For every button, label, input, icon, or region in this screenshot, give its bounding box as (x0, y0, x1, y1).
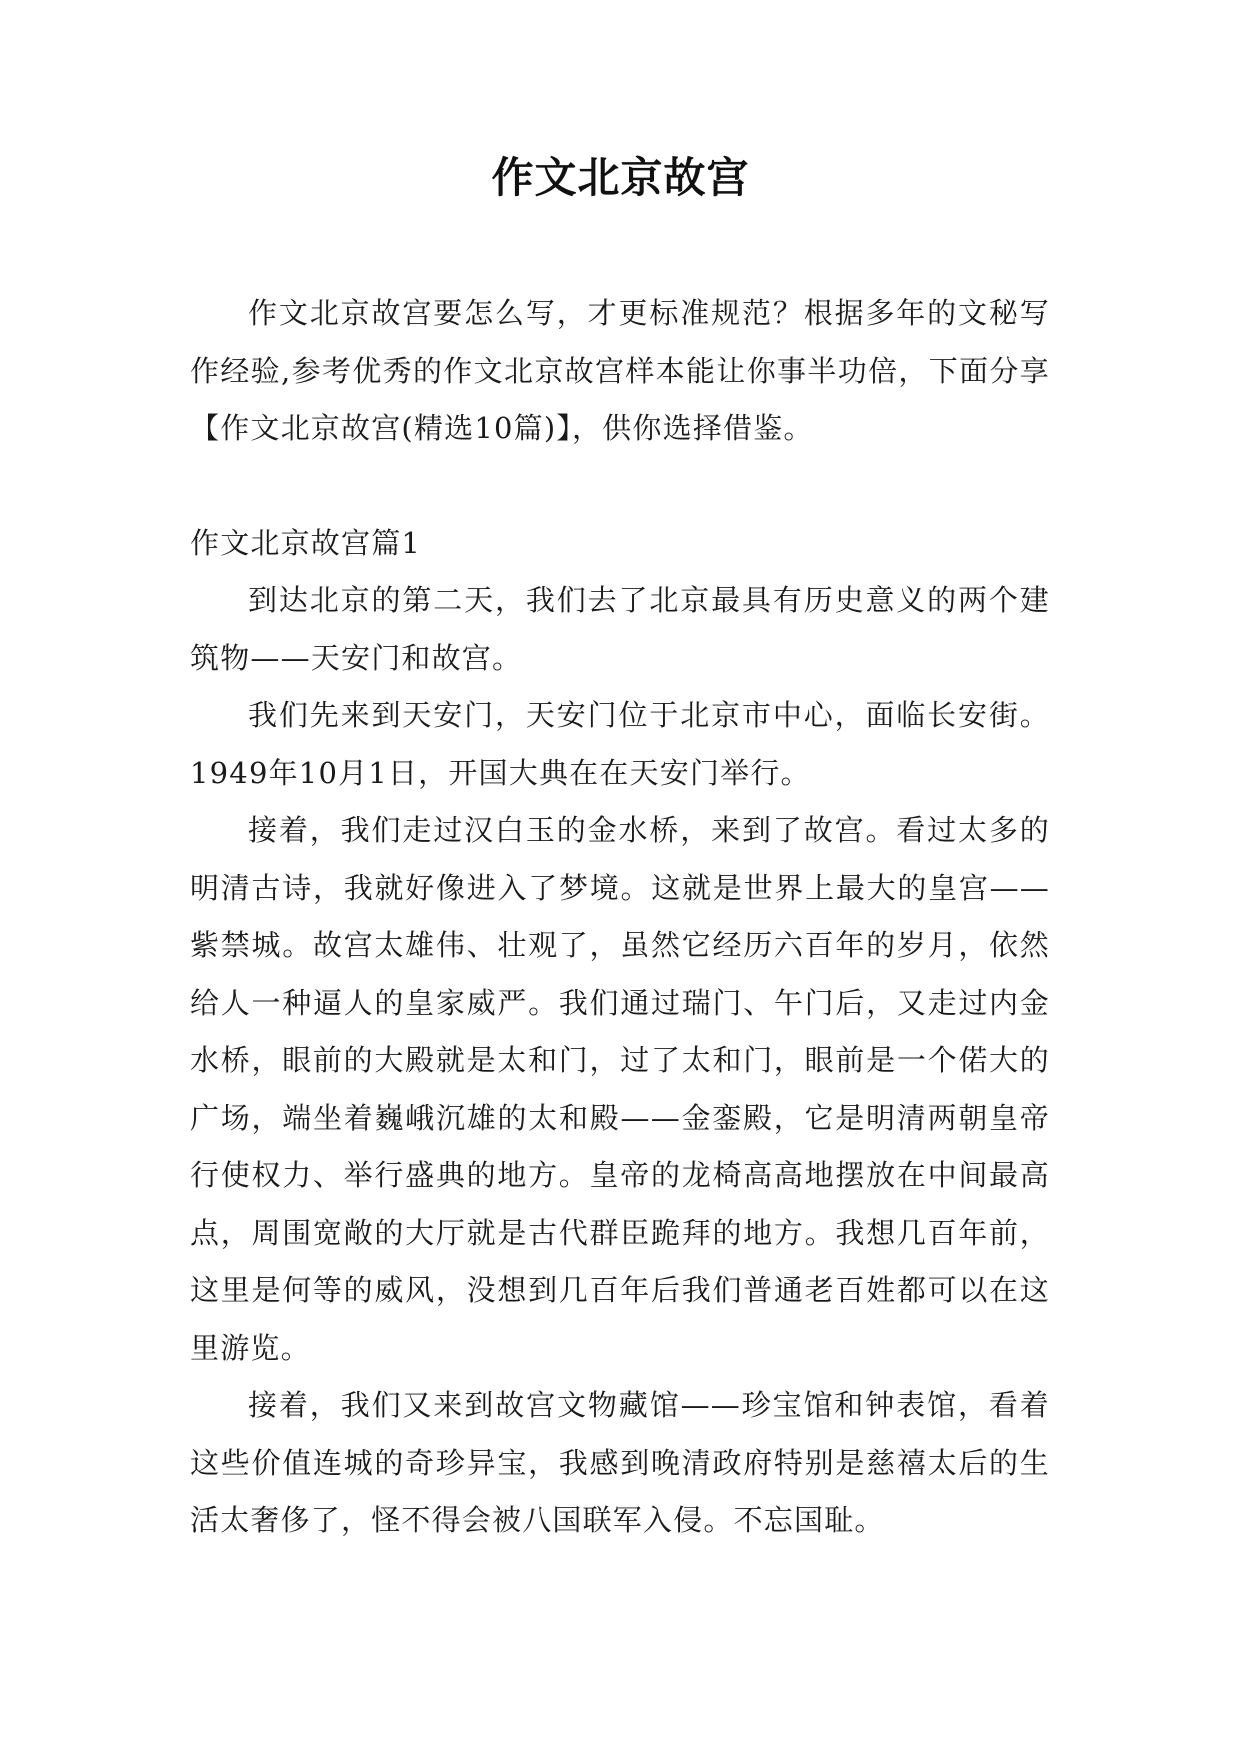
document-title: 作文北京故宫 (491, 153, 750, 202)
body-paragraph: 接着，我们走过汉白玉的金水桥，来到了故宫。看过太多的明清古诗，我就好像进入了梦境。这就是世界上最大的皇宫——紫禁城。故宫太雄伟、壮观了，虽然它经历六百年的岁月，依然给人一种逼人的皇家威严。我们通过瑞门、午门后，又走过内金水桥，眼前的大殿就是太和门，过了太和门，眼前是一个偌大的广场，端坐着巍峨沉雄的太和殿——金銮殿，它是明清两朝皇帝行使权力、举行盛典的地方。皇帝的龙椅高高地摆放在中间最高点，周围宽敞的大厅就是古代群臣跪拜的地方。我想几百年前，这里是何等的威风，没想到几百年后我们普通老百姓都可以在这里游览。 (190, 813, 1050, 1365)
intro-paragraph: 作文北京故宫要怎么写，才更标准规范？根据多年的文秘写作经验,参考优秀的作文北京故宫样本能让你事半功倍，下面分享【作文北京故宫(精选10篇)】，供你选择借鉴。 (190, 296, 1050, 445)
body-paragraph: 接着，我们又来到故宫文物藏馆——珍宝馆和钟表馆，看着这些价值连城的奇珍异宝，我感到晚清政府特别是慈禧太后的生活太奢侈了，怪不得会被八国联军入侵。不忘国耻。 (190, 1388, 1050, 1537)
body-paragraph: 到达北京的第二天，我们去了北京最具有历史意义的两个建筑物——天安门和故宫。 (190, 583, 1050, 675)
section-heading: 作文北京故宫篇1 (190, 525, 422, 560)
body-paragraph: 我们先来到天安门，天安门位于北京市中心，面临长安街。1949年10月1日，开国大典在在天安门举行。 (190, 698, 1050, 790)
document-body (190, 285, 1050, 1550)
